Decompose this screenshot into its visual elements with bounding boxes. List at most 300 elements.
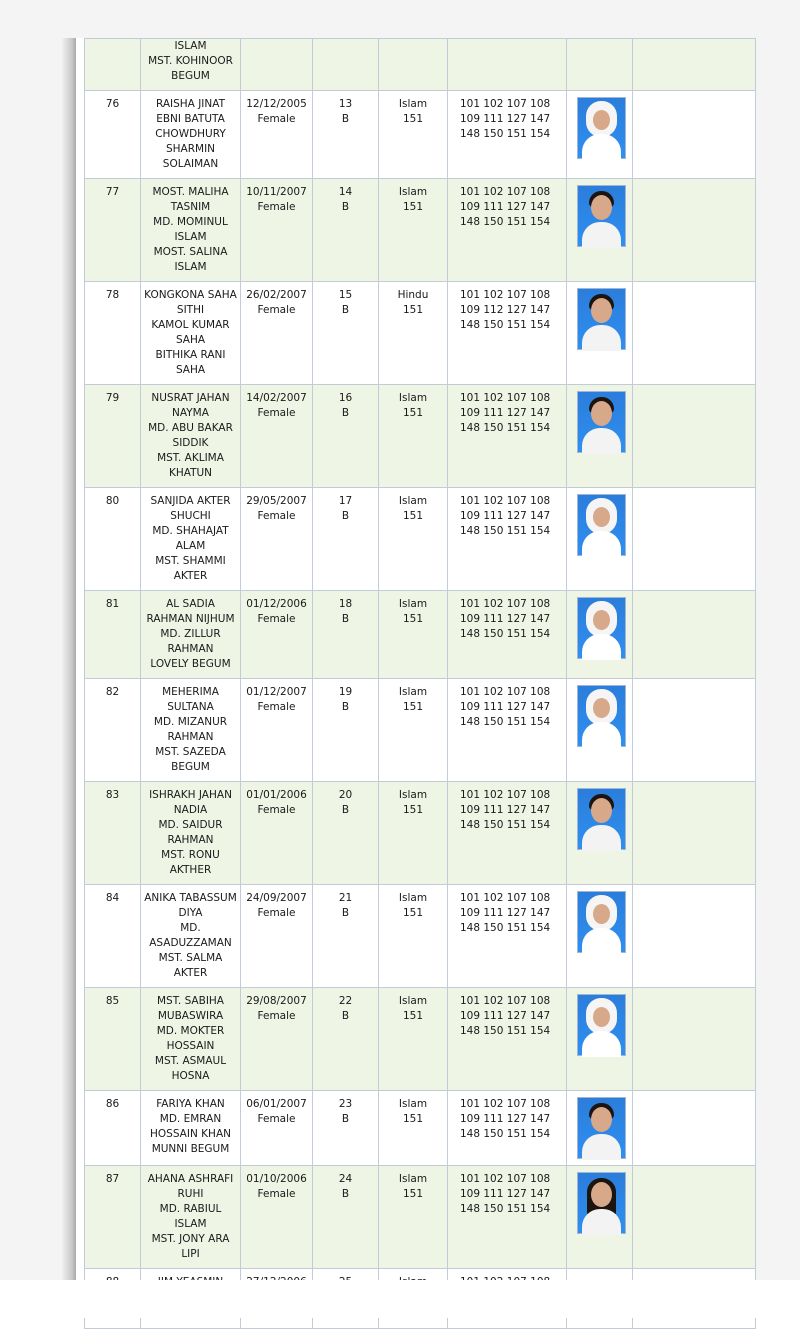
- name-cell: [141, 679, 241, 782]
- name-line: ISHRAKH JAHAN: [149, 789, 232, 801]
- serial-number: 78: [105, 289, 120, 301]
- name-line: BEGUM: [171, 70, 210, 82]
- name-cell: [141, 988, 241, 1091]
- photo-shoulders: [582, 428, 621, 454]
- photo-face: [593, 698, 610, 718]
- remarks-cell: [633, 385, 756, 488]
- subject-codes-line: 109 111 127 147: [460, 510, 551, 522]
- subject-codes-line: 101 102 107 108: [460, 598, 551, 610]
- name-line: ANIKA TABASSUM: [144, 892, 237, 904]
- religion-cell: [379, 988, 448, 1091]
- subject-codes-line: 101 102 107 108: [460, 186, 551, 198]
- religion-code: 151: [402, 201, 424, 213]
- section: B: [341, 304, 350, 316]
- photo-cell: [567, 282, 633, 385]
- religion: Islam: [398, 1173, 428, 1185]
- name-line: MD. EMRAN: [159, 1113, 222, 1125]
- name-line: MST. AKLIMA: [157, 452, 224, 464]
- religion: Islam: [398, 686, 428, 698]
- date-of-birth: 29/08/2007: [246, 995, 307, 1007]
- religion-cell: [379, 488, 448, 591]
- name-line: ISLAM: [174, 261, 207, 273]
- photo-cell: [567, 679, 633, 782]
- name-line: ASADUZZAMAN: [149, 937, 232, 949]
- sl-cell: [85, 179, 141, 282]
- dob-cell: [241, 885, 313, 988]
- name-line: MST. SALMA: [158, 952, 223, 964]
- section: B: [341, 1188, 350, 1200]
- name-line: MD. SAIDUR: [158, 819, 223, 831]
- name-line: ISLAM: [174, 1218, 207, 1230]
- gender: Female: [257, 701, 296, 713]
- photo-cell: [567, 488, 633, 591]
- photo-face: [591, 401, 612, 426]
- roll-number: 22: [338, 995, 353, 1007]
- sl-cell: [85, 679, 141, 782]
- photo-shoulders: [582, 1031, 621, 1057]
- student-photo: [577, 597, 626, 659]
- religion: Islam: [398, 598, 428, 610]
- name-line: MOST. SALINA: [153, 246, 228, 258]
- name-line: ISLAM: [174, 40, 207, 52]
- name-line: HOSSAIN KHAN: [150, 1128, 231, 1140]
- name-cell: [141, 282, 241, 385]
- name-line: MST. SABIHA: [157, 995, 224, 1007]
- name-cell: [141, 179, 241, 282]
- table-row: [85, 1091, 756, 1166]
- dob-cell: [241, 488, 313, 591]
- name-line: MST. JONY ARA: [151, 1233, 230, 1245]
- subject-codes-line: 101 102 107 108: [460, 495, 551, 507]
- serial-number: 79: [105, 392, 120, 404]
- roll-number: 16: [338, 392, 353, 404]
- name-line: NAYMA: [172, 407, 209, 419]
- date-of-birth: 14/02/2007: [246, 392, 307, 404]
- photo-face: [593, 904, 610, 924]
- name-line: SOLAIMAN: [162, 158, 219, 170]
- religion-cell: [379, 591, 448, 679]
- dob-cell: [241, 91, 313, 179]
- subjects-cell: [448, 488, 567, 591]
- roll-cell: [313, 782, 379, 885]
- date-of-birth: 01/01/2006: [246, 789, 307, 801]
- student-photo: [577, 1097, 626, 1159]
- student-photo: [577, 891, 626, 953]
- roll-cell: [313, 885, 379, 988]
- photo-cell: [567, 591, 633, 679]
- roll-cell: [313, 988, 379, 1091]
- gender: Female: [257, 1188, 296, 1200]
- name-line: AKTER: [173, 967, 208, 979]
- name-line: KONGKONA SAHA: [144, 289, 237, 301]
- dob-cell: [241, 1091, 313, 1166]
- sl-cell: [85, 885, 141, 988]
- subject-codes-line: 148 150 151 154: [460, 1025, 551, 1037]
- name-line: MST. KOHINOOR: [148, 55, 233, 67]
- remarks-cell: [633, 782, 756, 885]
- dob-cell: [241, 385, 313, 488]
- roll-number: 21: [338, 892, 353, 904]
- student-photo: [577, 288, 626, 350]
- subject-codes-line: 148 150 151 154: [460, 922, 551, 934]
- subjects-cell: [448, 91, 567, 179]
- name-line: MD. MIZANUR: [153, 716, 228, 728]
- name-line: KHATUN: [168, 467, 213, 479]
- student-photo: [577, 494, 626, 556]
- sl-cell: [85, 91, 141, 179]
- serial-number: 86: [105, 1098, 120, 1110]
- remarks-cell: [633, 179, 756, 282]
- subject-codes-line: 101 102 107 108: [460, 392, 551, 404]
- name-line: NUSRAT JAHAN: [151, 392, 230, 404]
- subject-codes-line: 148 150 151 154: [460, 716, 551, 728]
- religion-cell: [379, 91, 448, 179]
- photo-shoulders: [582, 722, 621, 748]
- page-bottom: [0, 1280, 800, 1318]
- roll-number: 24: [338, 1173, 353, 1185]
- religion-code: 151: [402, 1188, 424, 1200]
- religion-code: 151: [402, 1010, 424, 1022]
- name-line: MEHERIMA: [162, 686, 219, 698]
- roll-number: 23: [338, 1098, 353, 1110]
- dob-cell: [241, 782, 313, 885]
- roll-number: 14: [338, 186, 353, 198]
- remarks-cell: [633, 39, 756, 91]
- photo-cell: [567, 39, 633, 91]
- name-line: EBNI BATUTA: [156, 113, 225, 125]
- photo-face: [593, 110, 610, 130]
- table-row: [85, 282, 756, 385]
- religion-code: 151: [402, 407, 424, 419]
- religion-cell: [379, 885, 448, 988]
- name-line: BEGUM: [171, 761, 210, 773]
- name-line: SIDDIK: [172, 437, 209, 449]
- dob-cell: [241, 679, 313, 782]
- religion-cell: [379, 1091, 448, 1166]
- name-line: SHARMIN: [165, 143, 216, 155]
- sl-cell: [85, 282, 141, 385]
- table-row: [85, 782, 756, 885]
- section: B: [341, 804, 350, 816]
- subject-codes-line: 148 150 151 154: [460, 1203, 551, 1215]
- subject-codes-line: 109 111 127 147: [460, 1010, 551, 1022]
- serial-number: 77: [105, 186, 120, 198]
- subject-codes-line: 109 111 127 147: [460, 1113, 551, 1125]
- section: B: [341, 1113, 350, 1125]
- name-line: MUNNI BEGUM: [151, 1143, 230, 1155]
- photo-shoulders: [582, 325, 621, 351]
- photo-cell: [567, 782, 633, 885]
- student-photo: [577, 788, 626, 850]
- photo-face: [591, 195, 612, 220]
- date-of-birth: 24/09/2007: [246, 892, 307, 904]
- student-photo: [577, 185, 626, 247]
- name-line: SANJIDA AKTER: [150, 495, 231, 507]
- photo-face: [591, 298, 612, 323]
- gender: Female: [257, 907, 296, 919]
- photo-cell: [567, 885, 633, 988]
- dob-cell: [241, 1166, 313, 1269]
- subject-codes-line: 148 150 151 154: [460, 819, 551, 831]
- section: B: [341, 113, 350, 125]
- subjects-cell: [448, 179, 567, 282]
- subject-codes-line: 109 111 127 147: [460, 804, 551, 816]
- subject-codes-line: 109 111 127 147: [460, 613, 551, 625]
- gender: Female: [257, 201, 296, 213]
- name-line: RUHI: [177, 1188, 204, 1200]
- roll-number: 19: [338, 686, 353, 698]
- religion-code: 151: [402, 613, 424, 625]
- subjects-cell: [448, 282, 567, 385]
- name-line: MUBASWIRA: [157, 1010, 224, 1022]
- name-line: LIPI: [181, 1248, 200, 1260]
- name-line: MST. SAZEDA: [155, 746, 226, 758]
- serial-number: 85: [105, 995, 120, 1007]
- table-row: [85, 1166, 756, 1269]
- name-line: SITHI: [176, 304, 205, 316]
- photo-cell: [567, 1166, 633, 1269]
- name-line: RAHMAN NIJHUM: [146, 613, 235, 625]
- subject-codes-line: 109 112 127 147: [460, 304, 551, 316]
- roll-cell: [313, 1166, 379, 1269]
- table-row: [85, 39, 756, 91]
- name-line: MD. ABU BAKAR: [148, 422, 233, 434]
- subject-codes-line: 109 111 127 147: [460, 1188, 551, 1200]
- photo-shoulders: [582, 634, 621, 660]
- name-line: MD.: [180, 922, 201, 934]
- name-line: HOSNA: [171, 1070, 210, 1082]
- religion: Islam: [398, 995, 428, 1007]
- roll-number: 20: [338, 789, 353, 801]
- gender: Female: [257, 407, 296, 419]
- religion-code: 151: [402, 701, 424, 713]
- religion: Hindu: [397, 289, 429, 301]
- photo-shoulders: [582, 134, 621, 160]
- name-line: AKTHER: [169, 864, 212, 876]
- religion-cell: [379, 385, 448, 488]
- section: B: [341, 201, 350, 213]
- subject-codes-line: 101 102 107 108: [460, 1098, 551, 1110]
- religion: Islam: [398, 186, 428, 198]
- document-sheet: [76, 38, 755, 1280]
- subject-codes-line: 101 102 107 108: [460, 686, 551, 698]
- name-line: MD. RABIUL: [159, 1203, 222, 1215]
- religion-code: 151: [402, 304, 424, 316]
- subject-codes-line: 109 111 127 147: [460, 113, 551, 125]
- sl-cell: [85, 1091, 141, 1166]
- name-line: ALAM: [175, 540, 206, 552]
- remarks-cell: [633, 488, 756, 591]
- name-line: SHUCHI: [170, 510, 211, 522]
- serial-number: 76: [105, 98, 120, 110]
- date-of-birth: 01/10/2006: [246, 1173, 307, 1185]
- name-line: DIYA: [178, 907, 203, 919]
- roll-number: 17: [338, 495, 353, 507]
- roll-number: 15: [338, 289, 353, 301]
- subject-codes-line: 148 150 151 154: [460, 525, 551, 537]
- name-cell: [141, 488, 241, 591]
- section: B: [341, 613, 350, 625]
- photo-shoulders: [582, 928, 621, 954]
- name-line: SAHA: [175, 334, 206, 346]
- remarks-cell: [633, 1166, 756, 1269]
- subject-codes-line: 101 102 107 108: [460, 789, 551, 801]
- name-cell: [141, 91, 241, 179]
- subject-codes-line: 148 150 151 154: [460, 216, 551, 228]
- roll-cell: [313, 39, 379, 91]
- date-of-birth: 10/11/2007: [246, 186, 307, 198]
- sl-cell: [85, 1166, 141, 1269]
- serial-number: 83: [105, 789, 120, 801]
- roll-cell: [313, 385, 379, 488]
- subject-codes-line: 109 111 127 147: [460, 701, 551, 713]
- table-row: [85, 988, 756, 1091]
- gender: Female: [257, 613, 296, 625]
- religion-code: 151: [402, 113, 424, 125]
- name-line: CHOWDHURY: [155, 128, 226, 140]
- roll-cell: [313, 591, 379, 679]
- religion: Islam: [398, 98, 428, 110]
- gender: Female: [257, 804, 296, 816]
- subjects-cell: [448, 1091, 567, 1166]
- photo-face: [591, 1182, 612, 1207]
- name-line: MST. ASMAUL: [154, 1055, 227, 1067]
- roll-number: 13: [338, 98, 353, 110]
- gender: Female: [257, 304, 296, 316]
- serial-number: 82: [105, 686, 120, 698]
- name-cell: [141, 591, 241, 679]
- roll-cell: [313, 91, 379, 179]
- remarks-cell: [633, 591, 756, 679]
- table-row: [85, 488, 756, 591]
- remarks-cell: [633, 988, 756, 1091]
- subjects-cell: [448, 385, 567, 488]
- roll-cell: [313, 282, 379, 385]
- subjects-cell: [448, 782, 567, 885]
- photo-shoulders: [582, 1134, 621, 1160]
- table-row: [85, 179, 756, 282]
- subjects-cell: [448, 591, 567, 679]
- sl-cell: [85, 988, 141, 1091]
- religion: Islam: [398, 1098, 428, 1110]
- section: B: [341, 510, 350, 522]
- serial-number: 80: [105, 495, 120, 507]
- name-line: RAHMAN: [167, 643, 214, 655]
- photo-face: [593, 507, 610, 527]
- subject-codes-line: 101 102 107 108: [460, 995, 551, 1007]
- gender: Female: [257, 113, 296, 125]
- remarks-cell: [633, 679, 756, 782]
- gender: Female: [257, 1113, 296, 1125]
- sl-cell: [85, 782, 141, 885]
- name-line: NADIA: [173, 804, 208, 816]
- religion: Islam: [398, 392, 428, 404]
- subject-codes-line: 101 102 107 108: [460, 98, 551, 110]
- photo-face: [591, 1107, 612, 1132]
- subject-codes-line: 148 150 151 154: [460, 1128, 551, 1140]
- name-line: MD. MOKTER: [156, 1025, 225, 1037]
- table-row: [85, 679, 756, 782]
- photo-cell: [567, 1091, 633, 1166]
- section: B: [341, 701, 350, 713]
- religion-code: 151: [402, 510, 424, 522]
- name-line: MST. RONU: [161, 849, 220, 861]
- student-photo: [577, 685, 626, 747]
- subjects-cell: [448, 39, 567, 91]
- dob-cell: [241, 39, 313, 91]
- photo-shoulders: [582, 1209, 621, 1235]
- name-line: LOVELY BEGUM: [150, 658, 231, 670]
- roll-cell: [313, 679, 379, 782]
- religion-cell: [379, 782, 448, 885]
- section: B: [341, 1010, 350, 1022]
- name-line: SULTANA: [167, 701, 214, 713]
- name-line: MST. SHAMMI: [155, 555, 226, 567]
- photo-shoulders: [582, 222, 621, 248]
- photo-face: [593, 1007, 610, 1027]
- religion-cell: [379, 179, 448, 282]
- table-row: [85, 91, 756, 179]
- name-line: MD. SHAHAJAT: [152, 525, 229, 537]
- gender: Female: [257, 510, 296, 522]
- photo-cell: [567, 179, 633, 282]
- photo-cell: [567, 988, 633, 1091]
- subject-codes-line: 148 150 151 154: [460, 319, 551, 331]
- subject-codes-line: 109 111 127 147: [460, 407, 551, 419]
- name-line: KAMOL KUMAR: [151, 319, 230, 331]
- subject-codes-line: 101 102 107 108: [460, 1173, 551, 1185]
- name-line: ISLAM: [174, 231, 207, 243]
- sl-cell: [85, 39, 141, 91]
- name-line: HOSSAIN: [166, 1040, 215, 1052]
- remarks-cell: [633, 885, 756, 988]
- religion: Islam: [398, 892, 428, 904]
- subject-codes-line: 101 102 107 108: [460, 892, 551, 904]
- date-of-birth: 01/12/2007: [246, 686, 307, 698]
- name-line: FARIYA KHAN: [156, 1098, 225, 1110]
- photo-shoulders: [582, 825, 621, 851]
- subjects-cell: [448, 988, 567, 1091]
- photo-face: [593, 610, 610, 630]
- serial-number: 84: [105, 892, 120, 904]
- religion-code: 151: [402, 907, 424, 919]
- roll-number: 18: [338, 598, 353, 610]
- remarks-cell: [633, 91, 756, 179]
- roll-cell: [313, 179, 379, 282]
- page-shadow: [62, 38, 76, 1280]
- student-photo: [577, 1172, 626, 1234]
- religion-cell: [379, 282, 448, 385]
- date-of-birth: 12/12/2005: [246, 98, 307, 110]
- name-line: AHANA ASHRAFI: [147, 1173, 234, 1185]
- name-line: SAHA: [175, 364, 206, 376]
- sl-cell: [85, 488, 141, 591]
- dob-cell: [241, 591, 313, 679]
- religion-code: 151: [402, 1113, 424, 1125]
- religion-cell: [379, 1166, 448, 1269]
- subject-codes-line: 148 150 151 154: [460, 422, 551, 434]
- section: B: [341, 907, 350, 919]
- subjects-cell: [448, 679, 567, 782]
- religion-cell: [379, 679, 448, 782]
- remarks-cell: [633, 1091, 756, 1166]
- name-cell: [141, 1091, 241, 1166]
- dob-cell: [241, 988, 313, 1091]
- name-cell: [141, 885, 241, 988]
- gender: Female: [257, 1010, 296, 1022]
- student-roster-table: [84, 38, 756, 1329]
- subject-codes-line: 148 150 151 154: [460, 128, 551, 140]
